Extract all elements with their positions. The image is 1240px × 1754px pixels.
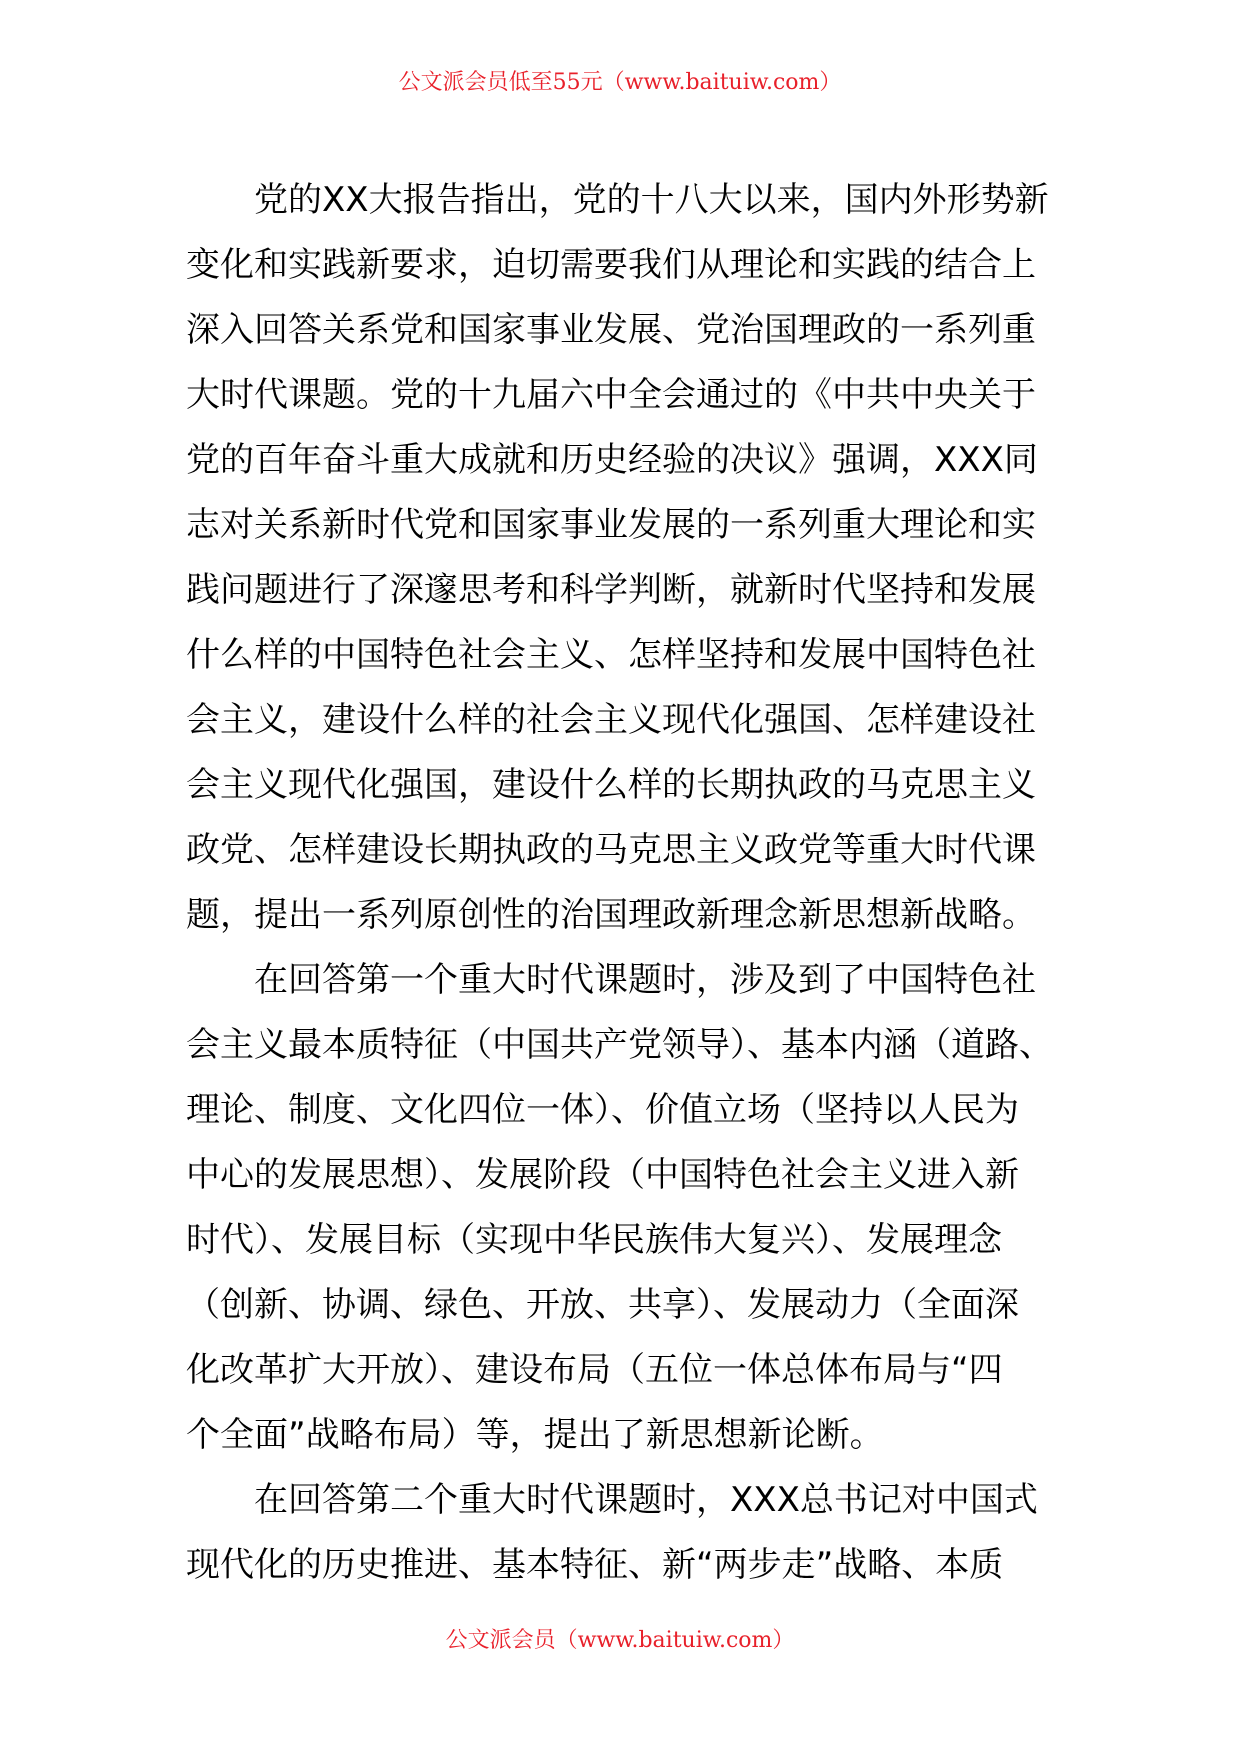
text-line: 志对关系新时代党和国家事业发展的一系列重大理论和实 <box>186 505 1036 545</box>
text-line: 深入回答关系党和国家事业发展、党治国理政的一系列重 <box>186 310 1036 350</box>
text-line: 什么样的中国特色社会主义、怎样坚持和发展中国特色社 <box>186 635 1036 675</box>
text-line: （创新、协调、绿色、开放、共享）、发展动力（全面深 <box>186 1285 1019 1325</box>
paragraph-3 <box>186 1468 1066 1598</box>
text-line: 会主义最本质特征（中国共产党领导）、基本内涵（道路、 <box>186 1025 1053 1065</box>
paragraph-2 <box>186 948 1066 1468</box>
text-line: 党的百年奋斗重大成就和历史经验的决议》强调，XXX同 <box>186 440 1038 480</box>
text-line: 践问题进行了深邃思考和科学判断，就新时代坚持和发展 <box>186 570 1036 610</box>
text-line: 大时代课题。党的十九届六中全会通过的《中共中央关于 <box>186 375 1036 415</box>
footer-watermark-note: 公文派会员（www.baituiw.com） <box>445 1628 795 1653</box>
text-line: 个全面”战略布局）等，提出了新思想新论断。 <box>186 1415 884 1455</box>
header-watermark-note: 公文派会员低至55元（www.baituiw.com） <box>398 70 842 95</box>
text-line: 理论、制度、文化四位一体）、价值立场（坚持以人民为 <box>186 1090 1019 1130</box>
text-line: 现代化的历史推进、基本特征、新“两步走”战略、本质 <box>186 1545 1004 1585</box>
text-line: 会主义现代化强国，建设什么样的长期执政的马克思主义 <box>186 765 1036 805</box>
text-line: 在回答第一个重大时代课题时，涉及到了中国特色社 <box>254 960 1036 1000</box>
paragraph-1 <box>186 168 1066 948</box>
text-line: 政党、怎样建设长期执政的马克思主义政党等重大时代课 <box>186 830 1036 870</box>
text-line: 在回答第二个重大时代课题时，XXX总书记对中国式 <box>254 1480 1038 1520</box>
text-line: 题，提出一系列原创性的治国理政新理念新思想新战略。 <box>186 895 1036 935</box>
document-body <box>186 168 1066 1598</box>
text-line: 党的XX大报告指出，党的十八大以来，国内外形势新 <box>254 180 1049 220</box>
text-line: 时代）、发展目标（实现中华民族伟大复兴）、发展理念 <box>186 1220 1002 1260</box>
text-line: 变化和实践新要求，迫切需要我们从理论和实践的结合上 <box>186 245 1036 285</box>
text-line: 化改革扩大开放）、建设布局（五位一体总体布局与“四 <box>186 1350 1003 1390</box>
text-line: 会主义，建设什么样的社会主义现代化强国、怎样建设社 <box>186 700 1036 740</box>
text-line: 中心的发展思想）、发展阶段（中国特色社会主义进入新 <box>186 1155 1019 1195</box>
